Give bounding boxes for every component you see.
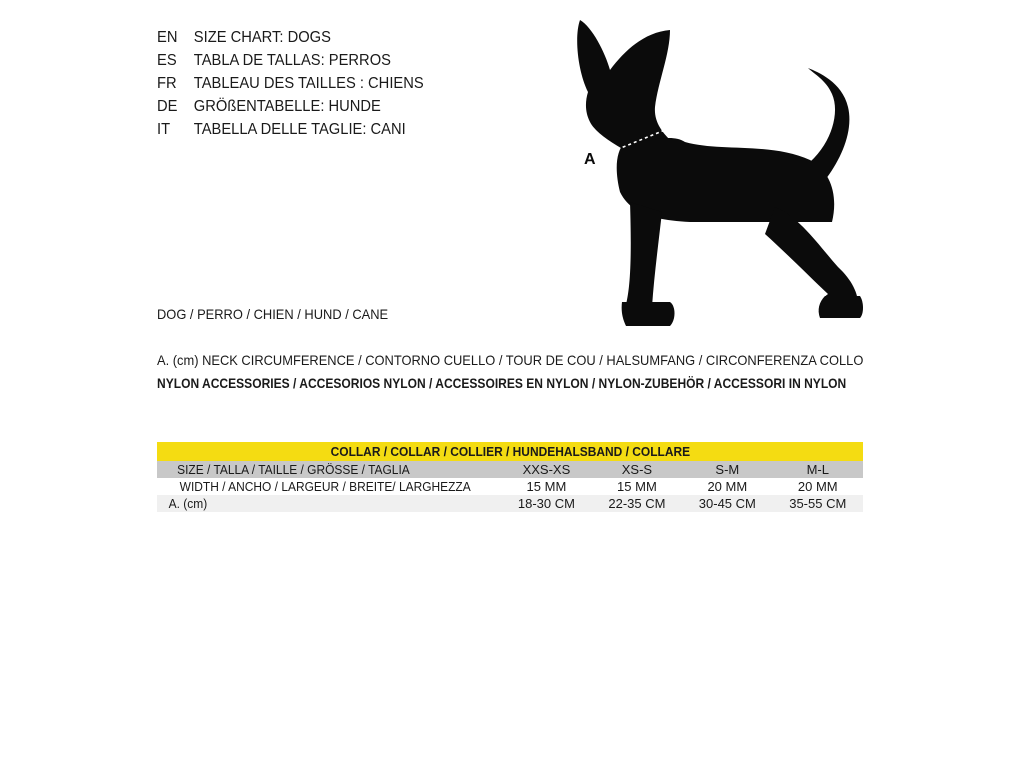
width-cell: 15 MM <box>501 478 592 495</box>
row-label <box>157 478 501 495</box>
row-label-text: SIZE / TALLA / TAILLE / GRÖSSE / TAGLIA <box>177 462 410 477</box>
size-cell: S-M <box>682 461 772 478</box>
title-row-en <box>157 26 424 49</box>
table-row <box>157 478 863 495</box>
lang-code: ES <box>157 52 177 69</box>
title-row-es <box>157 49 424 72</box>
size-cell: XXS-XS <box>501 461 592 478</box>
title-text: TABLEAU DES TAILLES : CHIENS <box>193 75 424 92</box>
dog-label: DOG / PERRO / CHIEN / HUND / CANE <box>157 306 389 322</box>
neck-cell: 18-30 CM <box>501 495 592 512</box>
size-cell: M-L <box>773 461 863 478</box>
title-text: GRÖßENTABELLE: HUNDE <box>193 98 381 115</box>
width-cell: 20 MM <box>682 478 772 495</box>
row-label <box>157 461 501 478</box>
row-label-text: WIDTH / ANCHO / LARGEUR / BREITE/ LARGHEZZA <box>179 479 471 494</box>
title-text: TABELLA DELLE TAGLIE: CANI <box>193 121 406 138</box>
neck-cell: 22-35 CM <box>592 495 682 512</box>
table-title-text: COLLAR / COLLAR / COLLIER / HUNDEHALSBAND / COLLARE <box>330 444 690 459</box>
row-label <box>157 495 501 512</box>
neck-cell: 30-45 CM <box>682 495 772 512</box>
title-row-de <box>157 95 424 118</box>
nylon-accessories-label: NYLON ACCESSORIES / ACCESORIOS NYLON / ACCESSOIRES EN NYLON / NYLON-ZUBEHÖR / ACCESSORI IN NYLON <box>157 375 847 391</box>
collar-size-table <box>157 442 863 512</box>
dog-silhouette-illustration <box>570 12 870 332</box>
size-chart-titles <box>157 26 447 141</box>
width-cell: 20 MM <box>773 478 863 495</box>
width-cell: 15 MM <box>592 478 682 495</box>
neck-cell: 35-55 CM <box>773 495 863 512</box>
table-row <box>157 495 863 512</box>
table-row <box>157 461 863 478</box>
lang-code: DE <box>157 98 178 115</box>
title-text: SIZE CHART: DOGS <box>193 29 331 46</box>
dog-silhouette <box>577 20 863 326</box>
neck-circumference-label: A. (cm) NECK CIRCUMFERENCE / CONTORNO CUELLO / TOUR DE COU / HALSUMFANG / CIRCONFERENZA COLLO <box>157 352 864 368</box>
title-row-it <box>157 118 424 141</box>
table-header-row <box>157 442 863 461</box>
lang-code: EN <box>157 29 178 46</box>
title-text: TABLA DE TALLAS: PERROS <box>193 52 391 69</box>
lang-code: FR <box>157 75 177 92</box>
lang-code: IT <box>157 121 171 138</box>
title-row-fr <box>157 72 424 95</box>
row-label-text: A. (cm) <box>168 496 208 511</box>
size-cell: XS-S <box>592 461 682 478</box>
table-title <box>157 442 863 461</box>
neck-marker-label: A <box>584 151 596 168</box>
